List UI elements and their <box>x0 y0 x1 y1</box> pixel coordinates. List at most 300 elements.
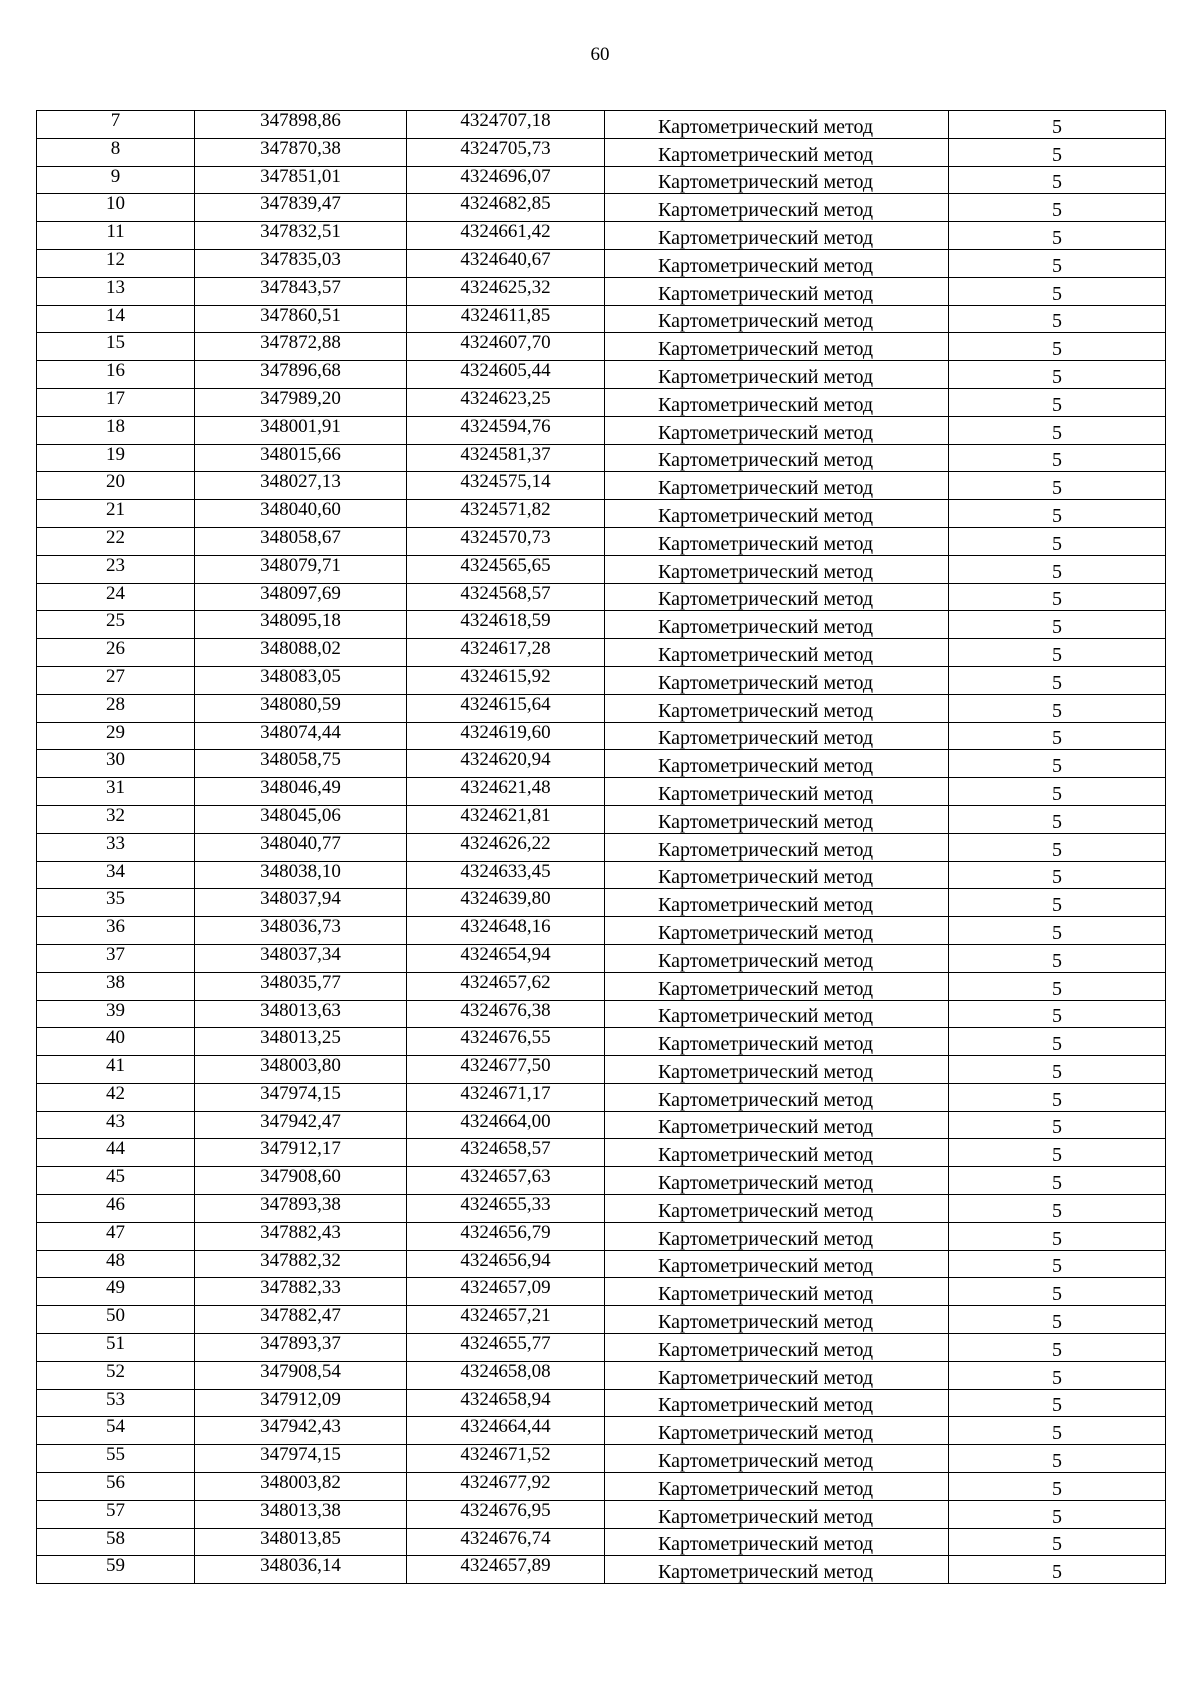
x-coordinate-cell: 347882,47 <box>195 1306 407 1334</box>
table-row <box>37 750 1166 778</box>
point-number-cell: 15 <box>37 333 195 361</box>
point-number-cell: 14 <box>37 305 195 333</box>
x-coordinate-cell: 348027,13 <box>195 472 407 500</box>
x-coordinate-cell: 347989,20 <box>195 388 407 416</box>
y-coordinate-cell: 4324671,17 <box>407 1083 605 1111</box>
accuracy-cell: 5 <box>949 194 1166 222</box>
accuracy-cell: 5 <box>949 388 1166 416</box>
table-row <box>37 1278 1166 1306</box>
method-cell: Картометрический метод <box>605 722 949 750</box>
accuracy-cell: 5 <box>949 944 1166 972</box>
point-number-cell: 13 <box>37 277 195 305</box>
x-coordinate-cell: 347908,54 <box>195 1361 407 1389</box>
point-number-cell: 54 <box>37 1417 195 1445</box>
y-coordinate-cell: 4324623,25 <box>407 388 605 416</box>
method-cell: Картометрический метод <box>605 138 949 166</box>
method-cell: Картометрический метод <box>605 1445 949 1473</box>
method-cell: Картометрический метод <box>605 1556 949 1584</box>
accuracy-cell: 5 <box>949 1028 1166 1056</box>
accuracy-cell: 5 <box>949 611 1166 639</box>
accuracy-cell: 5 <box>949 583 1166 611</box>
point-number-cell: 23 <box>37 555 195 583</box>
coordinates-table-body <box>37 111 1166 1584</box>
table-row <box>37 305 1166 333</box>
method-cell: Картометрический метод <box>605 944 949 972</box>
y-coordinate-cell: 4324639,80 <box>407 889 605 917</box>
method-cell: Картометрический метод <box>605 111 949 139</box>
x-coordinate-cell: 347974,15 <box>195 1445 407 1473</box>
y-coordinate-cell: 4324615,92 <box>407 666 605 694</box>
method-cell: Картометрический метод <box>605 1306 949 1334</box>
table-row <box>37 527 1166 555</box>
point-number-cell: 20 <box>37 472 195 500</box>
accuracy-cell: 5 <box>949 972 1166 1000</box>
point-number-cell: 48 <box>37 1250 195 1278</box>
accuracy-cell: 5 <box>949 1222 1166 1250</box>
y-coordinate-cell: 4324676,95 <box>407 1500 605 1528</box>
point-number-cell: 45 <box>37 1167 195 1195</box>
method-cell: Картометрический метод <box>605 472 949 500</box>
accuracy-cell: 5 <box>949 1000 1166 1028</box>
method-cell: Картометрический метод <box>605 305 949 333</box>
x-coordinate-cell: 347843,57 <box>195 277 407 305</box>
method-cell: Картометрический метод <box>605 1250 949 1278</box>
accuracy-cell: 5 <box>949 1389 1166 1417</box>
table-row <box>37 805 1166 833</box>
x-coordinate-cell: 347860,51 <box>195 305 407 333</box>
method-cell: Картометрический метод <box>605 805 949 833</box>
method-cell: Картометрический метод <box>605 1000 949 1028</box>
table-row <box>37 917 1166 945</box>
y-coordinate-cell: 4324657,89 <box>407 1556 605 1584</box>
accuracy-cell: 5 <box>949 249 1166 277</box>
y-coordinate-cell: 4324607,70 <box>407 333 605 361</box>
method-cell: Картометрический метод <box>605 611 949 639</box>
accuracy-cell: 5 <box>949 889 1166 917</box>
point-number-cell: 16 <box>37 361 195 389</box>
x-coordinate-cell: 348013,38 <box>195 1500 407 1528</box>
point-number-cell: 59 <box>37 1556 195 1584</box>
method-cell: Картометрический метод <box>605 694 949 722</box>
table-row <box>37 944 1166 972</box>
accuracy-cell: 5 <box>949 1139 1166 1167</box>
method-cell: Картометрический метод <box>605 527 949 555</box>
x-coordinate-cell: 348036,73 <box>195 917 407 945</box>
point-number-cell: 49 <box>37 1278 195 1306</box>
x-coordinate-cell: 347896,68 <box>195 361 407 389</box>
accuracy-cell: 5 <box>949 222 1166 250</box>
x-coordinate-cell: 348088,02 <box>195 639 407 667</box>
method-cell: Картометрический метод <box>605 1278 949 1306</box>
y-coordinate-cell: 4324605,44 <box>407 361 605 389</box>
x-coordinate-cell: 347882,43 <box>195 1222 407 1250</box>
accuracy-cell: 5 <box>949 805 1166 833</box>
point-number-cell: 40 <box>37 1028 195 1056</box>
x-coordinate-cell: 347882,33 <box>195 1278 407 1306</box>
y-coordinate-cell: 4324671,52 <box>407 1445 605 1473</box>
accuracy-cell: 5 <box>949 1417 1166 1445</box>
method-cell: Картометрический метод <box>605 361 949 389</box>
point-number-cell: 27 <box>37 666 195 694</box>
y-coordinate-cell: 4324661,42 <box>407 222 605 250</box>
table-row <box>37 111 1166 139</box>
table-row <box>37 277 1166 305</box>
table-row <box>37 1222 1166 1250</box>
x-coordinate-cell: 348013,63 <box>195 1000 407 1028</box>
x-coordinate-cell: 348040,60 <box>195 500 407 528</box>
table-row <box>37 388 1166 416</box>
point-number-cell: 34 <box>37 861 195 889</box>
y-coordinate-cell: 4324617,28 <box>407 639 605 667</box>
x-coordinate-cell: 347882,32 <box>195 1250 407 1278</box>
point-number-cell: 29 <box>37 722 195 750</box>
method-cell: Картометрический метод <box>605 166 949 194</box>
y-coordinate-cell: 4324656,94 <box>407 1250 605 1278</box>
accuracy-cell: 5 <box>949 1278 1166 1306</box>
y-coordinate-cell: 4324570,73 <box>407 527 605 555</box>
table-row <box>37 1195 1166 1223</box>
method-cell: Картометрический метод <box>605 1111 949 1139</box>
y-coordinate-cell: 4324657,09 <box>407 1278 605 1306</box>
point-number-cell: 52 <box>37 1361 195 1389</box>
method-cell: Картометрический метод <box>605 444 949 472</box>
table-row <box>37 833 1166 861</box>
point-number-cell: 17 <box>37 388 195 416</box>
y-coordinate-cell: 4324705,73 <box>407 138 605 166</box>
y-coordinate-cell: 4324640,67 <box>407 249 605 277</box>
x-coordinate-cell: 347893,37 <box>195 1334 407 1362</box>
accuracy-cell: 5 <box>949 500 1166 528</box>
method-cell: Картометрический метод <box>605 1222 949 1250</box>
table-row <box>37 416 1166 444</box>
table-row <box>37 1139 1166 1167</box>
x-coordinate-cell: 348035,77 <box>195 972 407 1000</box>
y-coordinate-cell: 4324571,82 <box>407 500 605 528</box>
accuracy-cell: 5 <box>949 666 1166 694</box>
method-cell: Картометрический метод <box>605 833 949 861</box>
x-coordinate-cell: 347898,86 <box>195 111 407 139</box>
accuracy-cell: 5 <box>949 138 1166 166</box>
y-coordinate-cell: 4324657,62 <box>407 972 605 1000</box>
accuracy-cell: 5 <box>949 305 1166 333</box>
table-row <box>37 778 1166 806</box>
x-coordinate-cell: 347942,47 <box>195 1111 407 1139</box>
method-cell: Картометрический метод <box>605 555 949 583</box>
point-number-cell: 10 <box>37 194 195 222</box>
x-coordinate-cell: 348036,14 <box>195 1556 407 1584</box>
accuracy-cell: 5 <box>949 722 1166 750</box>
method-cell: Картометрический метод <box>605 1473 949 1501</box>
method-cell: Картометрический метод <box>605 1056 949 1084</box>
point-number-cell: 58 <box>37 1528 195 1556</box>
method-cell: Картометрический метод <box>605 861 949 889</box>
y-coordinate-cell: 4324676,55 <box>407 1028 605 1056</box>
x-coordinate-cell: 347893,38 <box>195 1195 407 1223</box>
accuracy-cell: 5 <box>949 1334 1166 1362</box>
table-row <box>37 861 1166 889</box>
y-coordinate-cell: 4324575,14 <box>407 472 605 500</box>
method-cell: Картометрический метод <box>605 1167 949 1195</box>
method-cell: Картометрический метод <box>605 639 949 667</box>
x-coordinate-cell: 347974,15 <box>195 1083 407 1111</box>
accuracy-cell: 5 <box>949 917 1166 945</box>
table-row <box>37 1000 1166 1028</box>
table-row <box>37 972 1166 1000</box>
table-row <box>37 444 1166 472</box>
point-number-cell: 46 <box>37 1195 195 1223</box>
table-row <box>37 1028 1166 1056</box>
table-row <box>37 1528 1166 1556</box>
point-number-cell: 35 <box>37 889 195 917</box>
method-cell: Картометрический метод <box>605 889 949 917</box>
table-row <box>37 1056 1166 1084</box>
point-number-cell: 57 <box>37 1500 195 1528</box>
point-number-cell: 11 <box>37 222 195 250</box>
x-coordinate-cell: 347942,43 <box>195 1417 407 1445</box>
x-coordinate-cell: 348003,82 <box>195 1473 407 1501</box>
table-row <box>37 1445 1166 1473</box>
table-row <box>37 333 1166 361</box>
accuracy-cell: 5 <box>949 333 1166 361</box>
accuracy-cell: 5 <box>949 472 1166 500</box>
x-coordinate-cell: 348058,75 <box>195 750 407 778</box>
x-coordinate-cell: 348046,49 <box>195 778 407 806</box>
table-row <box>37 1083 1166 1111</box>
table-row <box>37 1306 1166 1334</box>
method-cell: Картометрический метод <box>605 1361 949 1389</box>
point-number-cell: 36 <box>37 917 195 945</box>
accuracy-cell: 5 <box>949 1111 1166 1139</box>
point-number-cell: 55 <box>37 1445 195 1473</box>
y-coordinate-cell: 4324626,22 <box>407 833 605 861</box>
table-row <box>37 722 1166 750</box>
table-row <box>37 1473 1166 1501</box>
method-cell: Картометрический метод <box>605 222 949 250</box>
x-coordinate-cell: 348037,34 <box>195 944 407 972</box>
point-number-cell: 7 <box>37 111 195 139</box>
table-row <box>37 1556 1166 1584</box>
point-number-cell: 18 <box>37 416 195 444</box>
point-number-cell: 19 <box>37 444 195 472</box>
table-row <box>37 1334 1166 1362</box>
y-coordinate-cell: 4324664,44 <box>407 1417 605 1445</box>
x-coordinate-cell: 348013,25 <box>195 1028 407 1056</box>
y-coordinate-cell: 4324565,65 <box>407 555 605 583</box>
y-coordinate-cell: 4324657,63 <box>407 1167 605 1195</box>
table-row <box>37 194 1166 222</box>
method-cell: Картометрический метод <box>605 1028 949 1056</box>
method-cell: Картометрический метод <box>605 416 949 444</box>
y-coordinate-cell: 4324594,76 <box>407 416 605 444</box>
x-coordinate-cell: 348097,69 <box>195 583 407 611</box>
point-number-cell: 38 <box>37 972 195 1000</box>
table-row <box>37 361 1166 389</box>
method-cell: Картометрический метод <box>605 1389 949 1417</box>
point-number-cell: 47 <box>37 1222 195 1250</box>
point-number-cell: 56 <box>37 1473 195 1501</box>
table-row <box>37 166 1166 194</box>
table-row <box>37 1389 1166 1417</box>
point-number-cell: 8 <box>37 138 195 166</box>
method-cell: Картометрический метод <box>605 249 949 277</box>
point-number-cell: 9 <box>37 166 195 194</box>
x-coordinate-cell: 348079,71 <box>195 555 407 583</box>
point-number-cell: 21 <box>37 500 195 528</box>
accuracy-cell: 5 <box>949 361 1166 389</box>
table-row <box>37 1111 1166 1139</box>
method-cell: Картометрический метод <box>605 1139 949 1167</box>
y-coordinate-cell: 4324615,64 <box>407 694 605 722</box>
table-row <box>37 889 1166 917</box>
point-number-cell: 31 <box>37 778 195 806</box>
accuracy-cell: 5 <box>949 1500 1166 1528</box>
point-number-cell: 12 <box>37 249 195 277</box>
point-number-cell: 51 <box>37 1334 195 1362</box>
method-cell: Картометрический метод <box>605 277 949 305</box>
accuracy-cell: 5 <box>949 1473 1166 1501</box>
method-cell: Картометрический метод <box>605 1528 949 1556</box>
x-coordinate-cell: 348080,59 <box>195 694 407 722</box>
x-coordinate-cell: 348058,67 <box>195 527 407 555</box>
point-number-cell: 42 <box>37 1083 195 1111</box>
accuracy-cell: 5 <box>949 277 1166 305</box>
method-cell: Картометрический метод <box>605 1500 949 1528</box>
y-coordinate-cell: 4324581,37 <box>407 444 605 472</box>
point-number-cell: 44 <box>37 1139 195 1167</box>
method-cell: Картометрический метод <box>605 666 949 694</box>
x-coordinate-cell: 347912,09 <box>195 1389 407 1417</box>
x-coordinate-cell: 348013,85 <box>195 1528 407 1556</box>
method-cell: Картометрический метод <box>605 917 949 945</box>
point-number-cell: 41 <box>37 1056 195 1084</box>
accuracy-cell: 5 <box>949 527 1166 555</box>
table-row <box>37 1167 1166 1195</box>
table-row <box>37 555 1166 583</box>
table-row <box>37 472 1166 500</box>
x-coordinate-cell: 347908,60 <box>195 1167 407 1195</box>
point-number-cell: 25 <box>37 611 195 639</box>
point-number-cell: 22 <box>37 527 195 555</box>
table-row <box>37 666 1166 694</box>
method-cell: Картометрический метод <box>605 333 949 361</box>
y-coordinate-cell: 4324676,74 <box>407 1528 605 1556</box>
y-coordinate-cell: 4324676,38 <box>407 1000 605 1028</box>
y-coordinate-cell: 4324677,50 <box>407 1056 605 1084</box>
accuracy-cell: 5 <box>949 1528 1166 1556</box>
y-coordinate-cell: 4324696,07 <box>407 166 605 194</box>
accuracy-cell: 5 <box>949 444 1166 472</box>
x-coordinate-cell: 347832,51 <box>195 222 407 250</box>
y-coordinate-cell: 4324682,85 <box>407 194 605 222</box>
x-coordinate-cell: 348040,77 <box>195 833 407 861</box>
x-coordinate-cell: 347835,03 <box>195 249 407 277</box>
point-number-cell: 32 <box>37 805 195 833</box>
y-coordinate-cell: 4324619,60 <box>407 722 605 750</box>
x-coordinate-cell: 348015,66 <box>195 444 407 472</box>
accuracy-cell: 5 <box>949 1556 1166 1584</box>
page-number: 60 <box>590 44 610 65</box>
y-coordinate-cell: 4324656,79 <box>407 1222 605 1250</box>
accuracy-cell: 5 <box>949 166 1166 194</box>
y-coordinate-cell: 4324625,32 <box>407 277 605 305</box>
accuracy-cell: 5 <box>949 1445 1166 1473</box>
table-row <box>37 138 1166 166</box>
y-coordinate-cell: 4324655,33 <box>407 1195 605 1223</box>
accuracy-cell: 5 <box>949 111 1166 139</box>
accuracy-cell: 5 <box>949 694 1166 722</box>
accuracy-cell: 5 <box>949 416 1166 444</box>
accuracy-cell: 5 <box>949 1195 1166 1223</box>
table-row <box>37 694 1166 722</box>
y-coordinate-cell: 4324655,77 <box>407 1334 605 1362</box>
table-row <box>37 500 1166 528</box>
method-cell: Картометрический метод <box>605 750 949 778</box>
accuracy-cell: 5 <box>949 778 1166 806</box>
y-coordinate-cell: 4324648,16 <box>407 917 605 945</box>
method-cell: Картометрический метод <box>605 500 949 528</box>
table-row <box>37 1500 1166 1528</box>
accuracy-cell: 5 <box>949 1167 1166 1195</box>
accuracy-cell: 5 <box>949 833 1166 861</box>
table-row <box>37 1417 1166 1445</box>
x-coordinate-cell: 348095,18 <box>195 611 407 639</box>
point-number-cell: 28 <box>37 694 195 722</box>
accuracy-cell: 5 <box>949 555 1166 583</box>
method-cell: Картометрический метод <box>605 1083 949 1111</box>
x-coordinate-cell: 347872,88 <box>195 333 407 361</box>
table-row <box>37 611 1166 639</box>
coordinates-table <box>36 110 1166 1584</box>
accuracy-cell: 5 <box>949 861 1166 889</box>
x-coordinate-cell: 348083,05 <box>195 666 407 694</box>
table-row <box>37 639 1166 667</box>
x-coordinate-cell: 348045,06 <box>195 805 407 833</box>
point-number-cell: 50 <box>37 1306 195 1334</box>
method-cell: Картометрический метод <box>605 778 949 806</box>
y-coordinate-cell: 4324618,59 <box>407 611 605 639</box>
y-coordinate-cell: 4324664,00 <box>407 1111 605 1139</box>
x-coordinate-cell: 348074,44 <box>195 722 407 750</box>
table-row <box>37 249 1166 277</box>
y-coordinate-cell: 4324568,57 <box>407 583 605 611</box>
y-coordinate-cell: 4324707,18 <box>407 111 605 139</box>
y-coordinate-cell: 4324658,08 <box>407 1361 605 1389</box>
y-coordinate-cell: 4324658,94 <box>407 1389 605 1417</box>
x-coordinate-cell: 348038,10 <box>195 861 407 889</box>
point-number-cell: 30 <box>37 750 195 778</box>
method-cell: Картометрический метод <box>605 194 949 222</box>
y-coordinate-cell: 4324654,94 <box>407 944 605 972</box>
point-number-cell: 33 <box>37 833 195 861</box>
method-cell: Картометрический метод <box>605 583 949 611</box>
method-cell: Картометрический метод <box>605 1334 949 1362</box>
method-cell: Картометрический метод <box>605 1195 949 1223</box>
accuracy-cell: 5 <box>949 1306 1166 1334</box>
table-row <box>37 1250 1166 1278</box>
accuracy-cell: 5 <box>949 1056 1166 1084</box>
y-coordinate-cell: 4324633,45 <box>407 861 605 889</box>
x-coordinate-cell: 348037,94 <box>195 889 407 917</box>
y-coordinate-cell: 4324620,94 <box>407 750 605 778</box>
accuracy-cell: 5 <box>949 1083 1166 1111</box>
x-coordinate-cell: 347870,38 <box>195 138 407 166</box>
table-row <box>37 583 1166 611</box>
accuracy-cell: 5 <box>949 1250 1166 1278</box>
y-coordinate-cell: 4324621,48 <box>407 778 605 806</box>
point-number-cell: 43 <box>37 1111 195 1139</box>
x-coordinate-cell: 347851,01 <box>195 166 407 194</box>
accuracy-cell: 5 <box>949 639 1166 667</box>
